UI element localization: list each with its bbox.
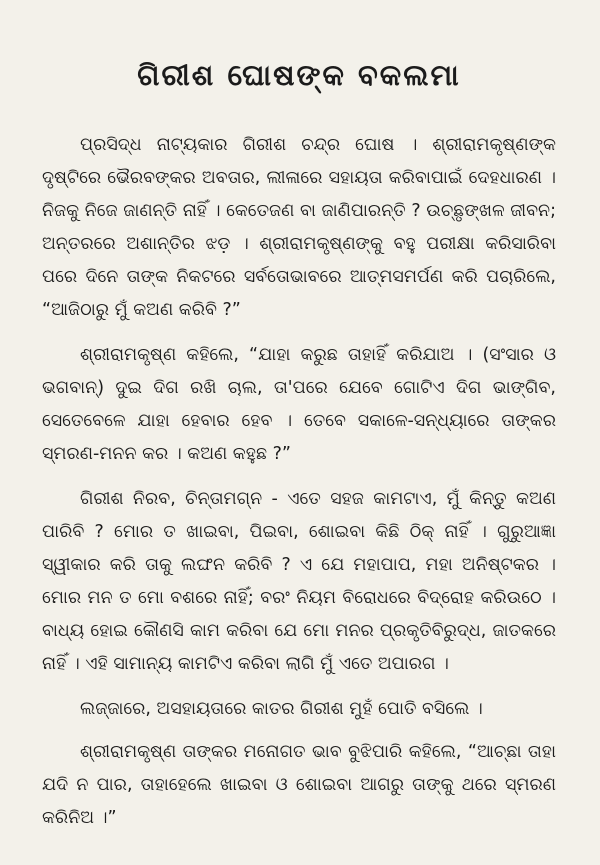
paragraph-1: ପ୍ରସିଦ୍ଧ ନାଟ୍ୟକାର ଗିରୀଶ ଚନ୍ଦ୍ର ଘୋଷ । ଶ୍ରୀରାମକୃଷ୍ଣଙ୍କ ଦୃଷ୍ଟିରେ ଭୈରବଙ୍କର ଅବତାର, ଲୀଳାରେ ସହାୟତା କରିବାପାଇଁ ଦେହଧାରଣ । ନିଜକୁ ନିଜେ ଜାଣନ୍ତି ନାହିଁ । କେତେଜଣ ବା ଜାଣିପାରନ୍ତି ? ଉଚ୍ଛୃଙ୍ଖଳ ଜୀବନ; ଅନ୍ତରରେ ଅଶାନ୍ତିର ଝଡ଼ । ଶ୍ରୀରାମକୃଷ୍ଣଙ୍କୁ ବହୁ ପରୀକ୍ଷା କରିସାରିବା ପରେ ଦିନେ ତାଙ୍କ ନିକଟରେ ସର୍ବତୋଭାବରେ ଆତ୍ମସମର୍ପଣ କରି ପଚାରିଲେ, “ଆଜିଠାରୁ ମୁଁ କଅଣ କରିବି ?” — [42, 135, 556, 320]
page-title: ଗିରୀଶ ଘୋଷଙ୍କ ବକଲମା — [137, 58, 461, 92]
paragraph-4: ଲଜ୍ଜାରେ, ଅସହାୟତାରେ କାତର ଗିରୀଶ ମୁହଁ ପୋତି ବସିଲେ । — [80, 699, 483, 719]
paragraph-5: ଶ୍ରୀରାମକୃଷ୍ଣ ତାଙ୍କର ମନୋଗତ ଭାବ ବୁଝିପାରି କହିଲେ, “ଆଚ୍ଛା ତାହା ଯଦି ନ ପାର, ତାହାହେଲେ ଖାଇବା ଓ ଶୋଇବା ଆଗରୁ ତାଙ୍କୁ ଥରେ ସ୍ମରଣ କରିନିଅ ।” — [42, 742, 556, 828]
paragraph-2: ଶ୍ରୀରାମକୃଷ୍ଣ କହିଲେ, “ଯାହା କରୁଛ ତାହାହିଁ କରିଯାଅ । (ସଂସାର ଓ ଭଗବାନ୍) ଦୁଇ ଦିଗ ରଖି ଚାଲ, ତା'ପରେ ଯେବେ ଗୋଟିଏ ଦିଗ ଭାଙ୍ଗିବ, ସେତେବେଳେ ଯାହା ହେବାର ହେବ । ତେବେ ସକାଳେ-ସନ୍ଧ୍ୟାରେ ତାଙ୍କର ସ୍ମରଣ-ମନନ କର । କଅଣ କହୁଛ ?” — [42, 345, 556, 464]
paragraph-3: ଗିରୀଶ ନିରବ, ଚିନ୍ତାମଗ୍ନ - ଏତେ ସହଜ କାମଟାଏ, ମୁଁ କିନ୍ତୁ କଅଣ ପାରିବି ? ମୋର ତ ଖାଇବା, ପିଇବା, ଶୋଇବା କିଛି ଠିକ୍ ନାହିଁ । ଗୁରୁଆଜ୍ଞା ସ୍ୱୀକାର କରି ତାକୁ ଲଙ୍ଘନ କରିବି ? ଏ ଯେ ମହାପାପ, ମହା ଅନିଷ୍ଟକର । ମୋର ମନ ତ ମୋ ବଶରେ ନାହିଁ; ବରଂ ନିୟମ ବିରୋଧରେ ବିଦ୍ରୋହ କରିଉଠେ । ବାଧ୍ୟ ହୋଇ କୌଣସି କାମ କରିବା ଯେ ମୋ ମନର ପ୍ରକୃତିବିରୁଦ୍ଧ, ଜାତକରେ ନାହିଁ । ଏହି ସାମାନ୍ୟ କାମଟିଏ କରିବା ଲାଗି ମୁଁ ଏତେ ଅପାରଗ । — [42, 489, 556, 674]
